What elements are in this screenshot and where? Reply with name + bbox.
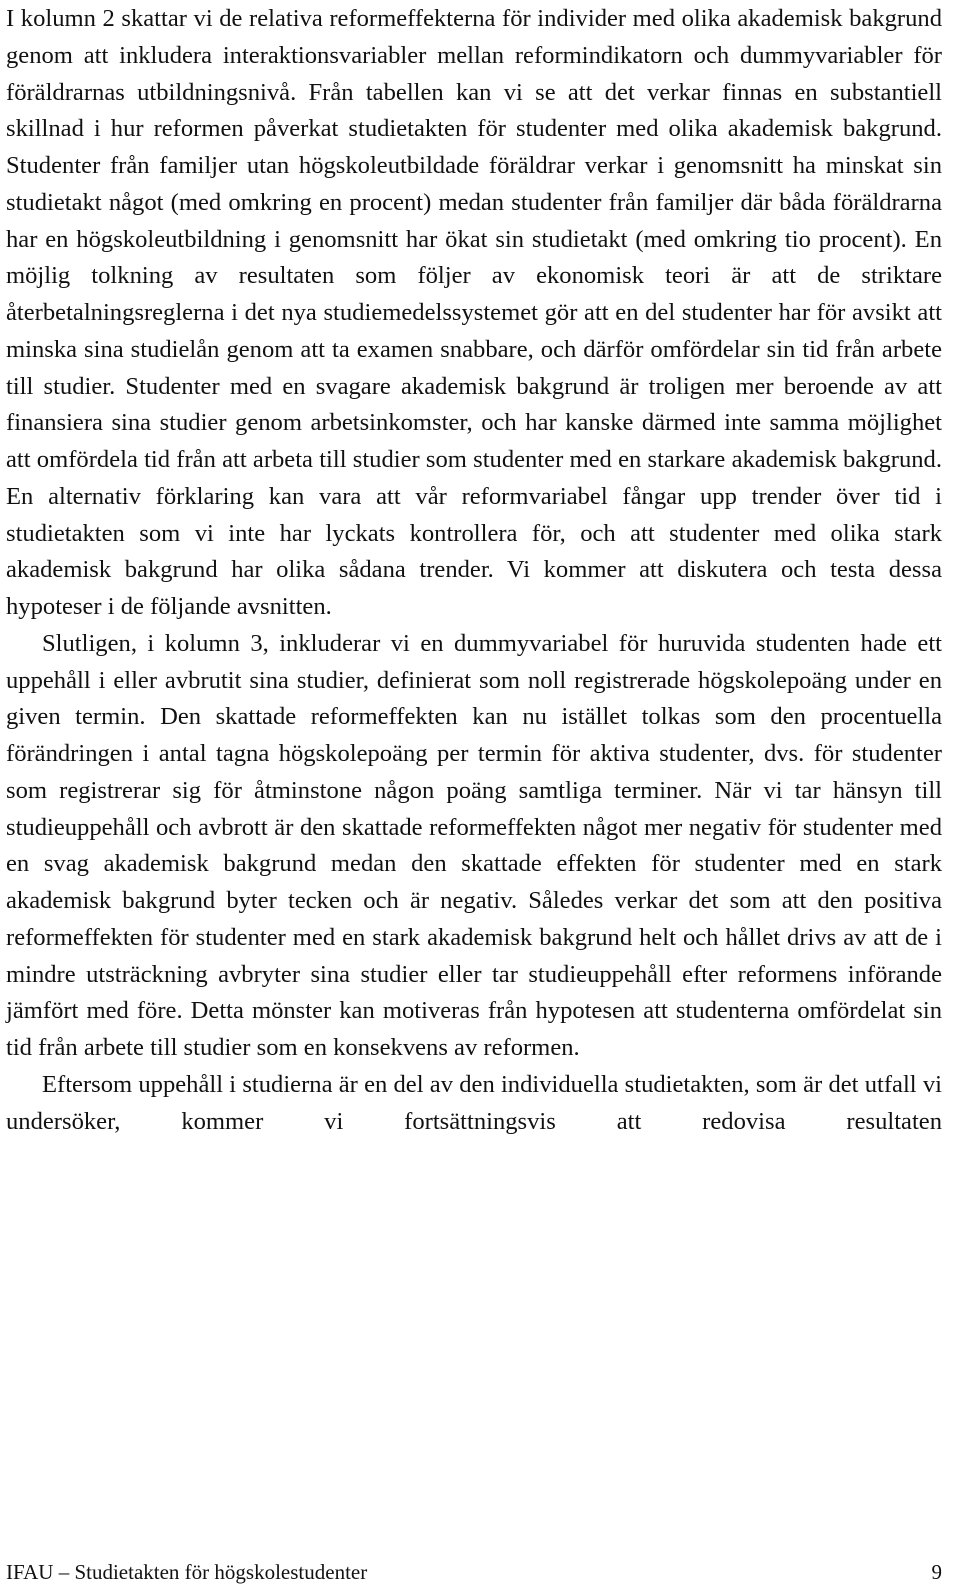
page-number: 9 <box>931 1560 942 1584</box>
footer-running-title: IFAU – Studietakten för högskolestudenter <box>6 1560 368 1584</box>
paragraph-1: I kolumn 2 skattar vi de relativa reformeffekterna för individer med olika akademisk bakgrund genom att inkludera interaktionsvariabler mellan reformindikatorn och dummyvariabler för föräldrarnas utbildningsnivå. Från tabellen kan vi se att det verkar finnas en substantiell skillnad i hur reformen påverkat studietakten för studenter med olika akademisk bakgrund. Studenter från familjer utan högskoleutbildade föräldrar verkar i genomsnitt ha minskat sin studietakt något (med omkring en procent) medan studenter från familjer där båda föräldrarna har en högskoleutbildning i genomsnitt har ökat sin studietakt (med omkring tio procent). En möjlig tolkning av resultaten som följer av ekonomisk teori är att de striktare återbetalningsreglerna i det nya studiemedelssystemet gör att en del studenter har för avsikt att minska sina studielån genom att ta examen snabbare, och därför omfördelar sin tid från arbete till studier. Studenter med en svagare akademisk bakgrund är troligen mer beroende av att finansiera sina studier genom arbetsinkomster, och har kanske därmed inte samma möjlighet att omfördela tid från att arbeta till studier som studenter med en starkare akademisk bakgrund. En alternativ förklaring kan vara att vår reformvariabel fångar upp trender över tid i studietakten som vi inte har lyckats kontrollera för, och att studenter med olika stark akademisk bakgrund har olika sådana trender. Vi kommer att diskutera och testa dessa hypoteser i de följande avsnitten. <box>6 5 942 620</box>
document-body <box>6 0 942 1140</box>
footer-divider <box>6 1556 942 1557</box>
paragraph-2: Slutligen, i kolumn 3, inkluderar vi en dummyvariabel för huruvida studenten hade ett uppehåll i eller avbrutit sina studier, definierat som noll registrerade högskolepoäng under en given termin. Den skattade reformeffekten kan nu istället tolkas som den procentuella förändringen i antal tagna högskolepoäng per termin för aktiva studenter, dvs. för studenter som registrerar sig för åtminstone någon poäng samtliga terminer. När vi tar hänsyn till studieuppehåll och avbrott är den skattade reformeffekten något mer negativ för studenter med en svag akademisk bakgrund medan den skattade effekten för studenter med en stark akademisk bakgrund byter tecken och är negativ. Således verkar det som att den positiva reformeffekten för studenter med en stark akademisk bakgrund helt och hållet drivs av att de i mindre utsträckning avbryter sina studier eller tar studieuppehåll efter reformens införande jämfört med före. Detta mönster kan motiveras från hypotesen att studenterna omfördelat sin tid från arbete till studier som en konsekvens av reformen. <box>6 629 942 1061</box>
paragraph-3: Eftersom uppehåll i studierna är en del av den individuella studietakten, som är det utfall vi undersöker, kommer vi fortsättningsvis att redovisa resultaten <box>6 1070 942 1135</box>
